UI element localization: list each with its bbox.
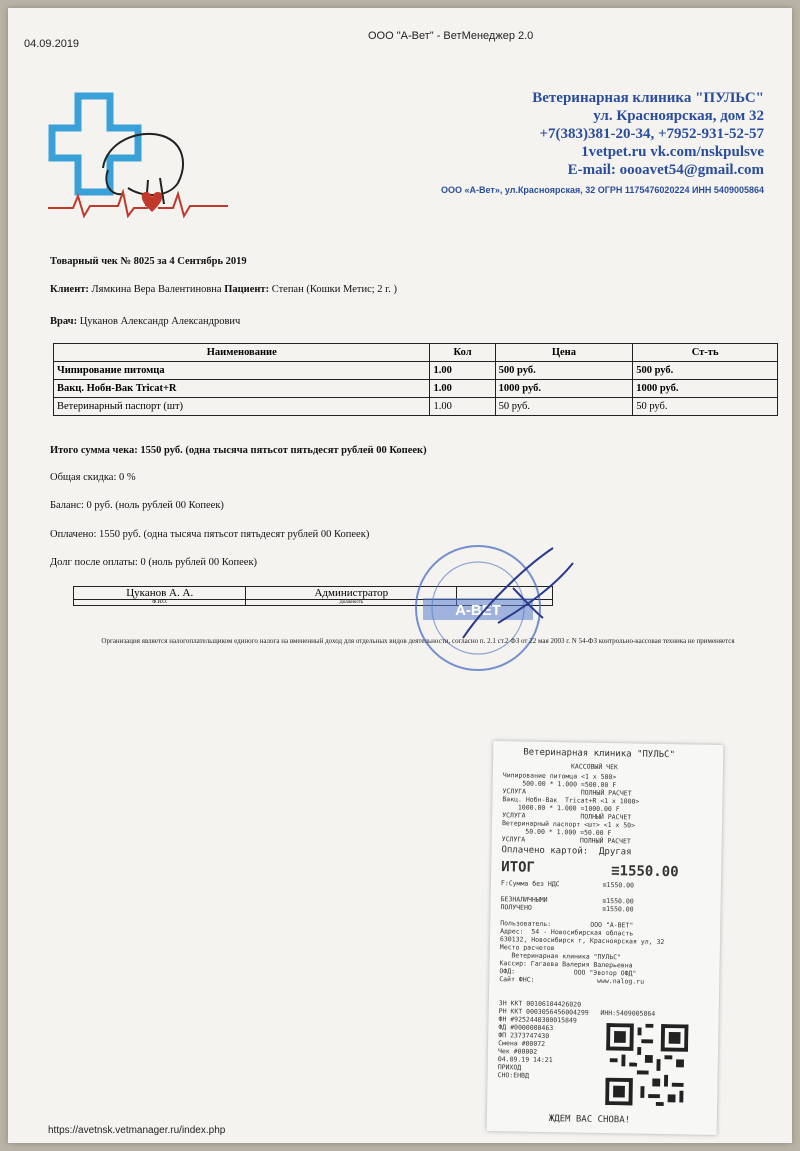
clinic-registration: ООО «А-Вет», ул.Красноярская, 32 ОГРН 1175476020224 ИНН 5409005864 <box>441 185 764 195</box>
clinic-info <box>441 90 764 195</box>
clinic-email: E-mail: oooavet54@gmail.com <box>567 162 764 178</box>
paid-line: Оплачено: 1550 руб. (одна тысяча пятьсот пятьдесят рублей 00 Копеек) <box>50 529 370 540</box>
cell-qty: 1.00 <box>430 380 495 398</box>
discount-line: Общая скидка: 0 % <box>50 472 136 483</box>
table-header-row <box>54 344 778 362</box>
receipt-fiscal: ЗН ККТ 00106104426020 РН ККТ 0003056456004299 ИНН:5409005864 ФН #9252440300015849 ФД #0000000463 ФП 2373747430 Смена #00072 Чек #00002 04.09.19 14:21 ПРИХОД СНО:ЕНВД <box>497 999 656 1080</box>
total-line: Итого сумма чека: 1550 руб. (одна тысяча пятьсот пятьдесят рублей 00 Копеек) <box>50 445 427 456</box>
cell-name: Чипирование питомца <box>54 362 430 380</box>
tax-note: Организация является налогоплательщиком единого налога на вмененный доход для отдельных видов деятельности, согласно п. 2.1 ст.2 ФЗ от 22 мая 2003 г. N 54-ФЗ контрольно-кассовая техника не применяется <box>101 637 735 645</box>
client-line <box>50 284 397 295</box>
patient-label: Пациент: <box>224 284 270 295</box>
receipt-title: Ветеринарная клиника "ПУЛЬС" <box>523 747 676 761</box>
stamp-text: А-ВЕТ <box>455 602 501 619</box>
cash-receipt <box>487 741 724 1135</box>
cell-qty: 1.00 <box>430 398 495 416</box>
table-row <box>54 398 778 416</box>
table-row <box>54 362 778 380</box>
cell-sum: 50 руб. <box>633 398 778 416</box>
col-qty-header: Кол <box>430 344 495 362</box>
col-sum-header: Ст-ть <box>633 344 778 362</box>
signer-name: Цуканов А. А. <box>74 587 246 600</box>
clinic-address: ул. Красноярская, дом 32 <box>593 108 764 124</box>
cell-sum: 1000 руб. <box>633 380 778 398</box>
cell-name: Ветеринарный паспорт (шт) <box>54 398 430 416</box>
receipt-details: F:Сумма без НДС ≡1550.00 БЕЗНАЛИЧНЫМИ ≡1550.00 ПОЛУЧЕНО ≡1550.00 Пользователь: ООО "А-ВЕТ" Адрес: 54 - Новосибирская область 630132, Новосибирск г, Красноярская ул, 32 Место расчетов Ветеринарная клиника "ПУЛЬС" Кассир: Гагаева Валерия Валерьевна ОФД: ООО "Эвотор ОФД" Сайт ФНС: www.nalog.ru <box>499 879 665 986</box>
cell-price: 500 руб. <box>495 362 633 380</box>
doctor-label: Врач: <box>50 316 78 327</box>
print-date: 04.09.2019 <box>24 38 80 50</box>
document-sheet <box>8 8 792 1143</box>
cell-price: 1000 руб. <box>495 380 633 398</box>
col-price-header: Цена <box>495 344 633 362</box>
receipt-items: Чипирование питомца <1 x 500> 500.00 * 1.000 =500.00 F УСЛУГА ПОЛНЫЙ РАСЧЕТ Вакц. Нобн-Вак Tricat+R <1 x 1000> 1000.00 * 1.000 =1000.00 F УСЛУГА ПОЛНЫЙ РАСЧЕТ Ветеринарный паспорт <шт> <1 x 50> 50.00 * 1.000 =50.00 F УСЛУГА ПОЛНЫЙ РАСЧЕТ <box>501 771 640 846</box>
col-name-header: Наименование <box>54 344 430 362</box>
client-name: Лямкина Вера Валентиновна <box>91 284 222 295</box>
cell-qty: 1.00 <box>430 362 495 380</box>
receipt-paid-card: Оплачено картой: Другая <box>501 845 632 858</box>
company-stamp-icon <box>403 528 583 678</box>
cell-name: Вакц. Нобн-Вак Tricat+R <box>54 380 430 398</box>
clinic-web: 1vetpet.ru vk.com/nskpulsve <box>581 144 764 160</box>
qr-code-icon <box>605 1023 688 1106</box>
clinic-phones: +7(383)381-20-34, +7952-931-52-57 <box>539 126 764 142</box>
client-label: Клиент: <box>50 284 89 295</box>
receipt-itog-label: ИТОГ <box>501 859 536 876</box>
clinic-logo-icon <box>48 88 238 228</box>
table-row <box>54 380 778 398</box>
debt-line: Долг после оплаты: 0 (ноль рублей 00 Копеек) <box>50 557 258 568</box>
patient-name: Степан (Кошки Метис; 2 г. ) <box>271 284 398 295</box>
signer-role-caption: Должность <box>246 600 457 606</box>
footer-url: https://avetnsk.vetmanager.ru/index.php <box>48 1125 226 1136</box>
doctor-name: Цуканов Александр Александрович <box>79 316 241 327</box>
check-title: Товарный чек № 8025 за 4 Сентябрь 2019 <box>50 256 247 267</box>
receipt-goodbye: ЖДЕМ ВАС СНОВА! <box>548 1114 631 1126</box>
cell-price: 50 руб. <box>495 398 633 416</box>
balance-line: Баланс: 0 руб. (ноль рублей 00 Копеек) <box>50 500 224 511</box>
clinic-name: Ветеринарная клиника "ПУЛЬС" <box>532 90 764 106</box>
items-table <box>53 343 778 416</box>
print-header-app: ООО "А-Вет" - ВетМенеджер 2.0 <box>368 30 534 42</box>
receipt-itog-sum: ≡1550.00 <box>611 863 679 881</box>
doctor-line <box>50 316 240 327</box>
receipt-type: КАССОВЫЙ ЧЕК <box>570 762 619 772</box>
signer-name-caption: Ф.И.О. <box>74 600 246 606</box>
cell-sum: 500 руб. <box>633 362 778 380</box>
signer-role: Администратор <box>246 587 457 600</box>
